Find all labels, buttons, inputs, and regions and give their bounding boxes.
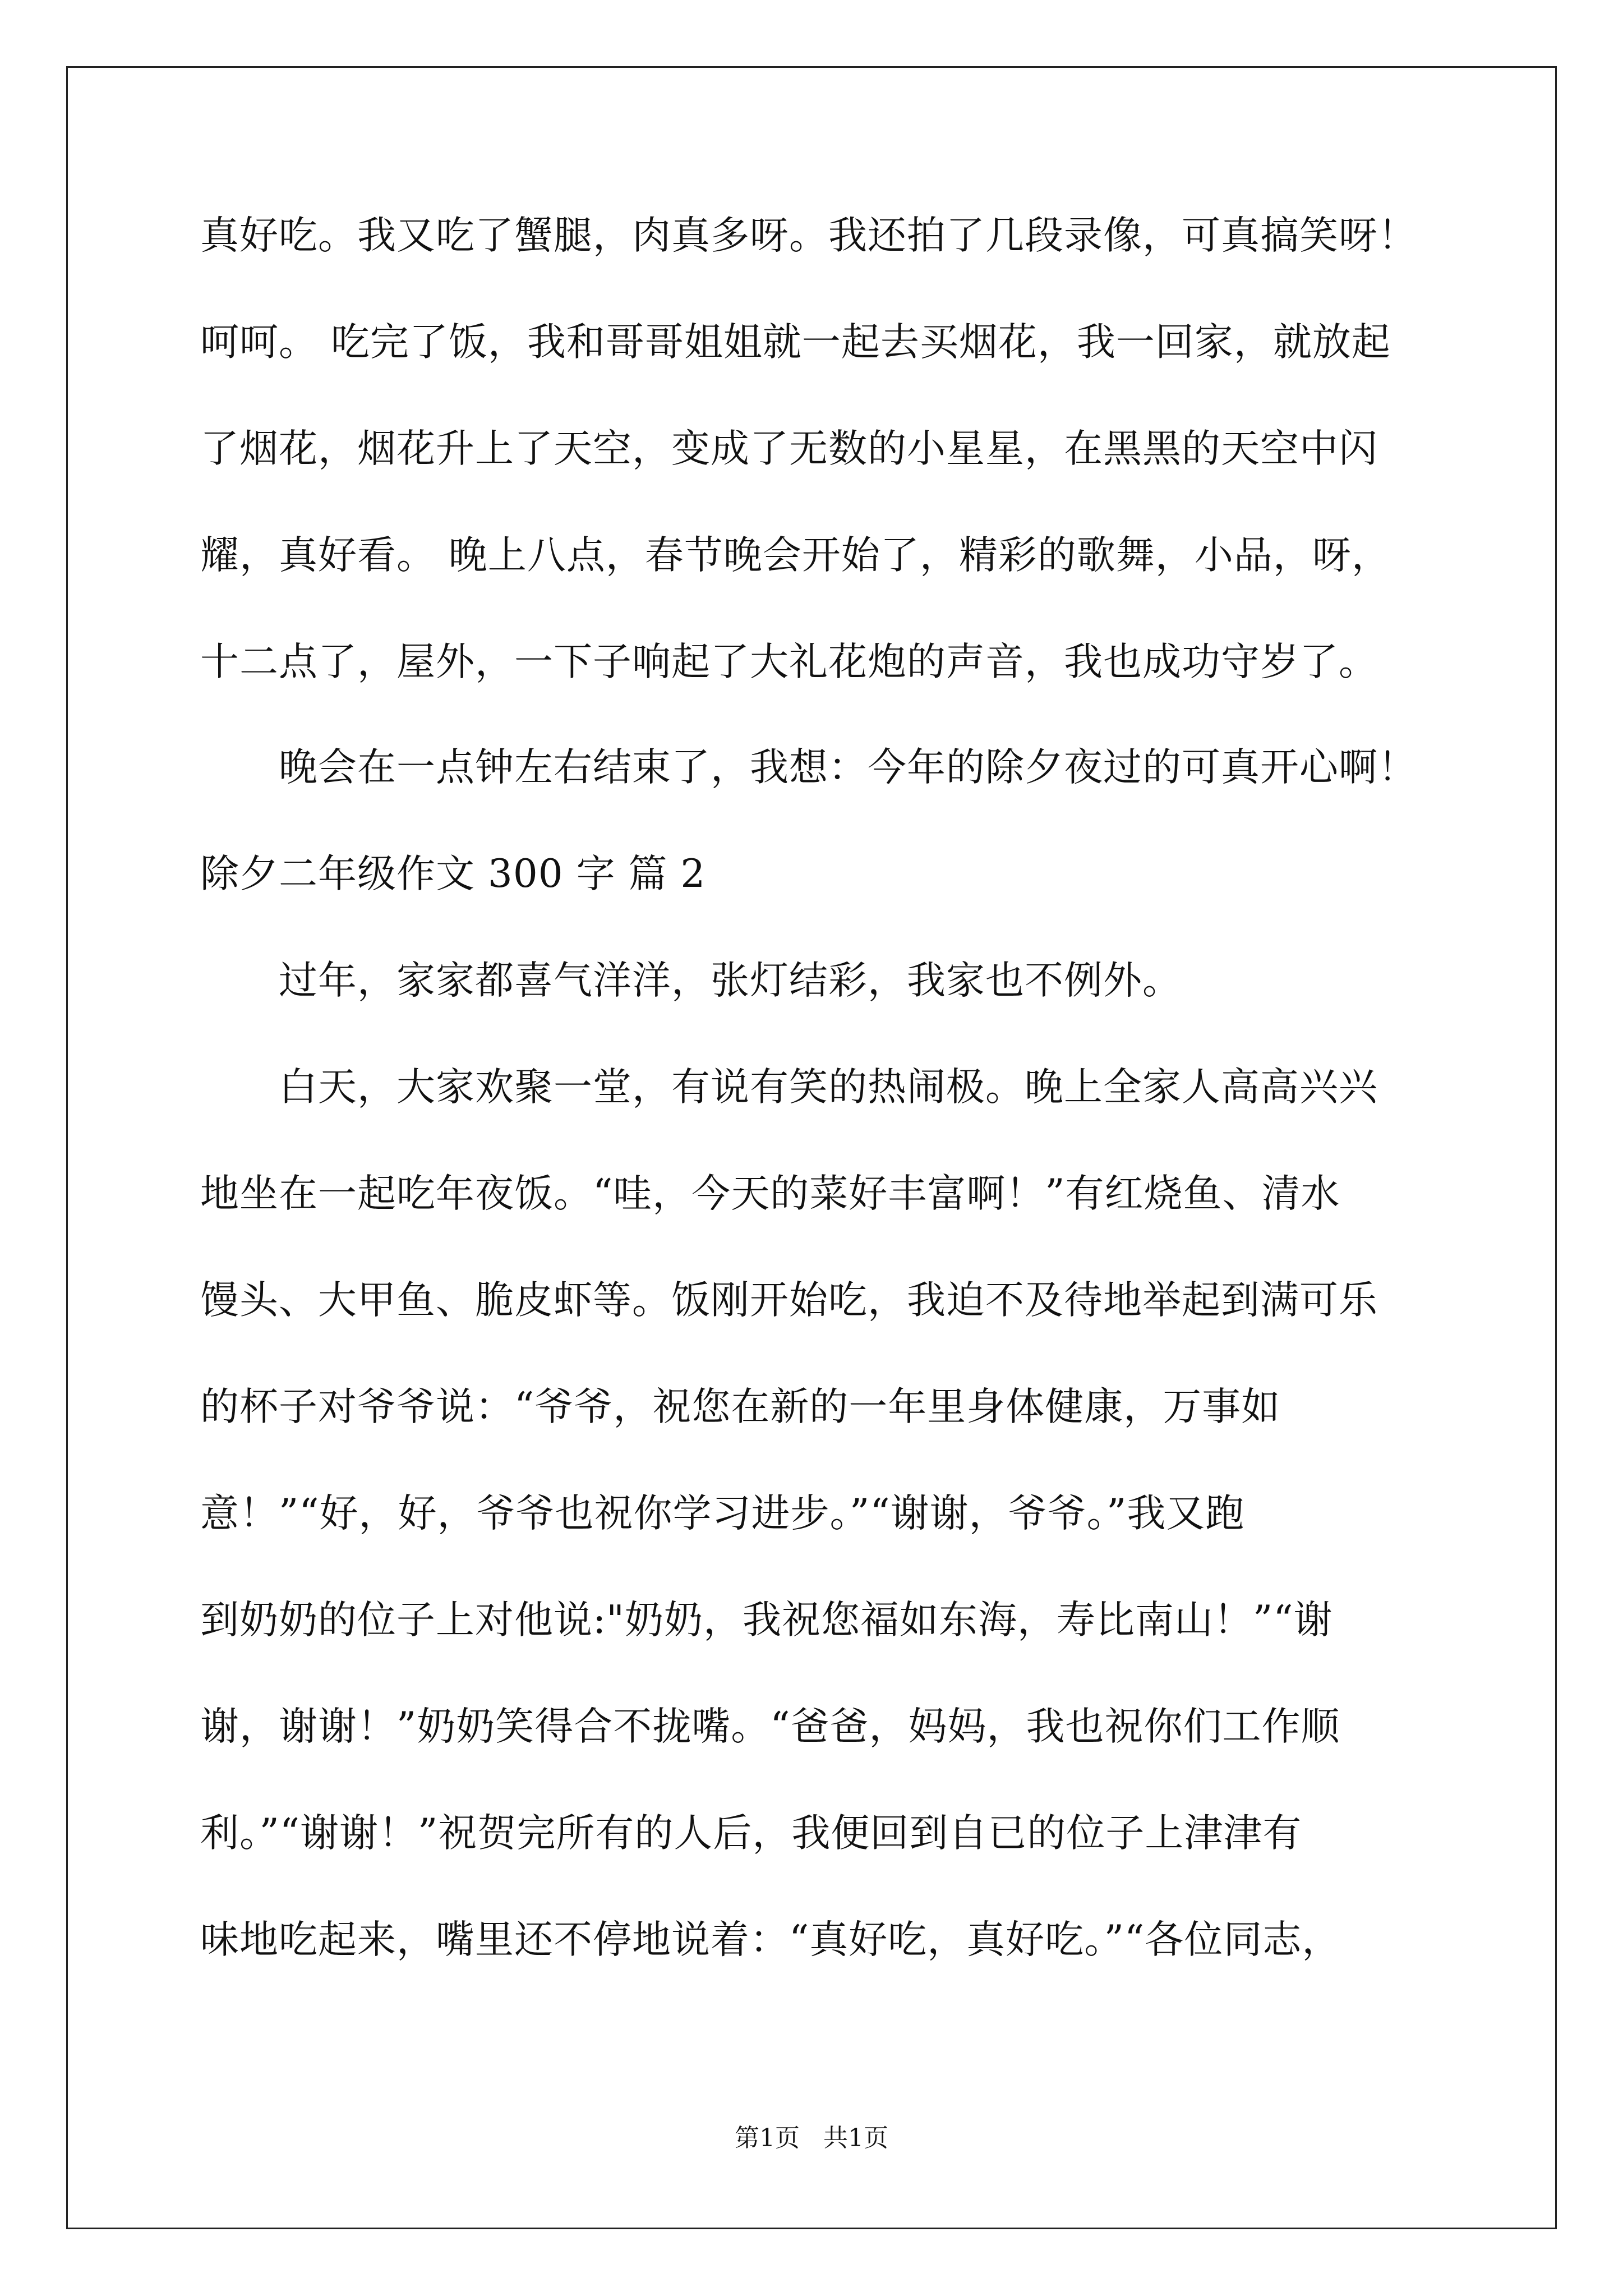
body-line-10: 馒头、大甲鱼、脆皮虾等。饭刚开始吃，我迫不及待地举起到满可乐 xyxy=(200,1278,1378,1323)
body-line-12: 意！”“好，好，爷爷也祝你学习进步。”“谢谢，爷爷。”我又跑 xyxy=(200,1491,1245,1536)
body-line-5: 十二点了，屋外，一下子响起了大礼花炮的声音，我也成功守岁了。 xyxy=(200,639,1378,684)
body-line-1: 真好吃。我又吃了蟹腿，肉真多呀。我还拍了几段录像，可真搞笑呀！ xyxy=(200,213,1417,258)
page-border xyxy=(66,66,1557,2229)
body-line-2: 呵呵。 吃完了饭，我和哥哥姐姐就一起去买烟花，我一回家，就放起 xyxy=(200,320,1391,365)
body-line-3: 了烟花，烟花升上了天空，变成了无数的小星星，在黑黑的天空中闪 xyxy=(200,426,1378,471)
body-line-9: 地坐在一起吃年夜饭。“哇，今天的菜好丰富啊！”有红烧鱼、清水 xyxy=(200,1171,1340,1216)
body-line-15: 利。”“谢谢！”祝贺完所有的人后，我便回到自已的位子上津津有 xyxy=(200,1811,1302,1856)
body-line-13: 到奶奶的位子上对他说:"奶奶，我祝您福如东海，寿比南山！”“谢 xyxy=(200,1598,1333,1642)
page-footer: 第1页 共1页 xyxy=(735,2124,888,2152)
body-line-8: 白天，大家欢聚一堂，有说有笑的热闹极。晚上全家人高高兴兴 xyxy=(279,1065,1378,1110)
body-line-11: 的杯子对爷爷说：“爷爷，祝您在新的一年里身体健康，万事如 xyxy=(200,1384,1281,1429)
body-line-14: 谢，谢谢！”奶奶笑得合不拢嘴。“爸爸，妈妈，我也祝你们工作顺 xyxy=(200,1704,1340,1749)
body-line-16: 味地吃起来，嘴里还不停地说着：“真好吃，真好吃。”“各位同志， xyxy=(200,1917,1341,1962)
section-heading: 除夕二年级作文 300 字 篇 2 xyxy=(200,852,706,896)
body-line-6: 晚会在一点钟左右结束了，我想：今年的除夕夜过的可真开心啊！ xyxy=(279,745,1417,790)
body-line-4: 耀，真好看。 晚上八点，春节晚会开始了，精彩的歌舞，小品，呀， xyxy=(200,533,1391,578)
body-line-7: 过年，家家都喜气洋洋，张灯结彩，我家也不例外。 xyxy=(279,958,1182,1003)
